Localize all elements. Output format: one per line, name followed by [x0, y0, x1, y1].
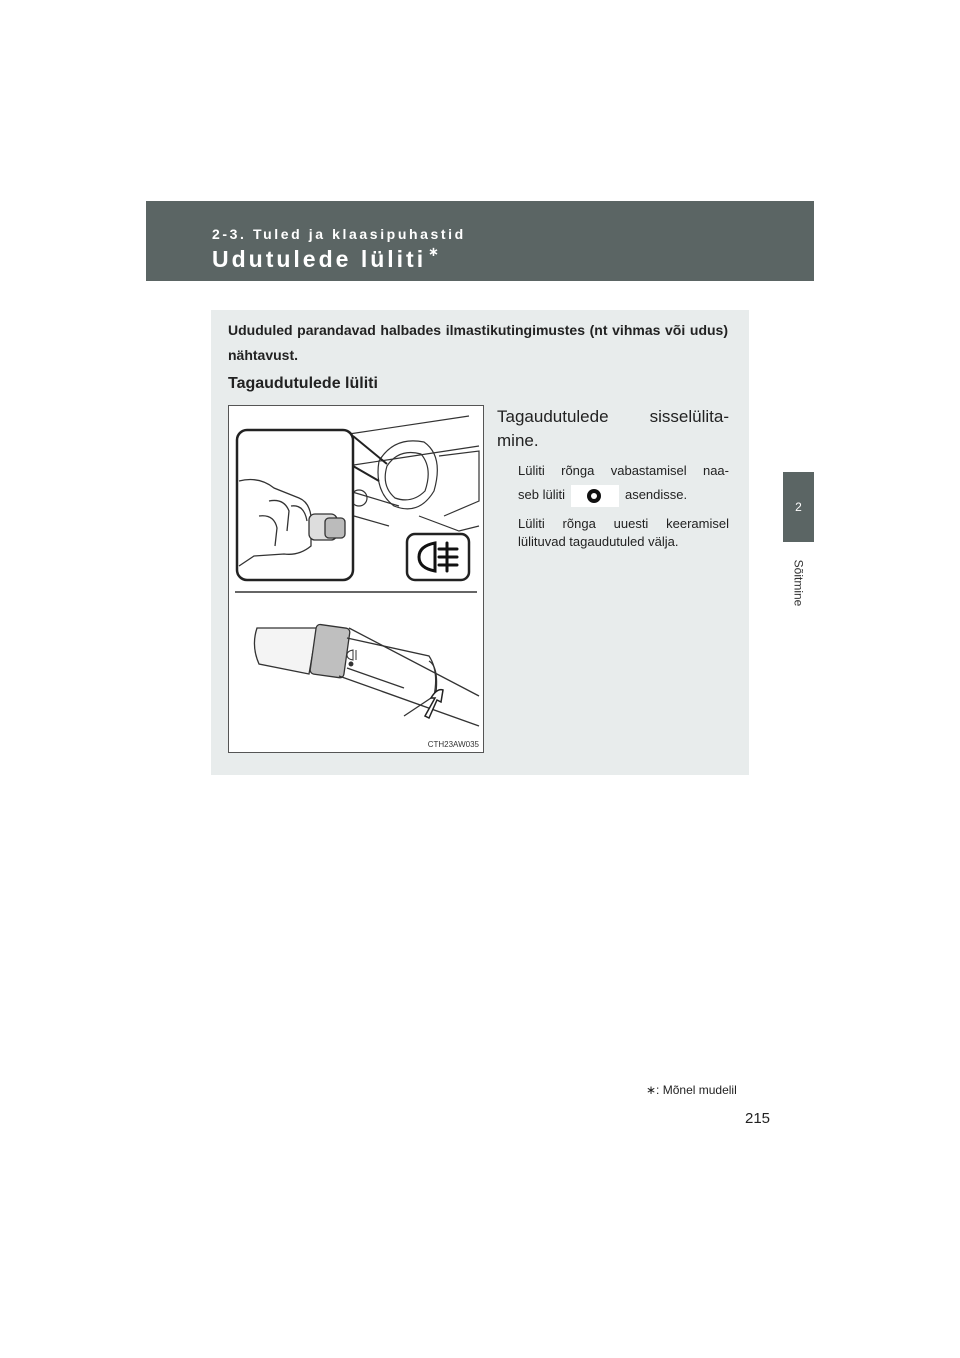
- lever-drawing: [254, 624, 479, 726]
- illustration-code: CTH23AW035: [427, 740, 479, 749]
- illustration-drawing: [229, 406, 483, 752]
- page-title: [212, 246, 439, 273]
- fog-switch-illustration: [228, 405, 484, 753]
- chapter-label: [778, 548, 818, 618]
- note2: Lüliti rõnga uuesti keeramisel lülituvad tagaudutuled välja.: [518, 516, 729, 549]
- step-title: Tagaudutulede sisselülita-mine.: [497, 407, 729, 450]
- note1-after-icon: asendisse.: [624, 487, 688, 502]
- hand-inset-frame: [237, 430, 353, 580]
- rotate-arrow-icon: [425, 690, 443, 718]
- chapter-label-text: Sõitmine: [791, 559, 805, 607]
- note1-line2: [518, 484, 729, 507]
- page-title-text: Udutulede lüliti: [212, 246, 427, 272]
- intro-text: Ududuled parandavad halbades ilmastikutingimustes (nt vihmas või udus) nähtavust.: [228, 322, 728, 363]
- note1-line1: Lüliti rõnga vabastamisel naa-: [518, 463, 729, 478]
- page-number: 215: [745, 1110, 771, 1127]
- rear-fog-small-icon: [584, 487, 604, 505]
- note1-before-icon: seb lüliti: [518, 487, 565, 502]
- section-label: 2-3. Tuled ja klaasipuhastid: [212, 226, 466, 242]
- chapter-number: 2: [795, 500, 802, 514]
- chapter-tab: [783, 472, 814, 542]
- title-asterisk: ∗: [428, 244, 440, 259]
- lever-fog-symbol: [347, 650, 356, 660]
- subheading: Tagaudutulede lüliti: [228, 375, 378, 392]
- fog-icon-inline: [571, 485, 619, 507]
- footnote: ∗: Mõnel mudelil: [646, 1083, 737, 1097]
